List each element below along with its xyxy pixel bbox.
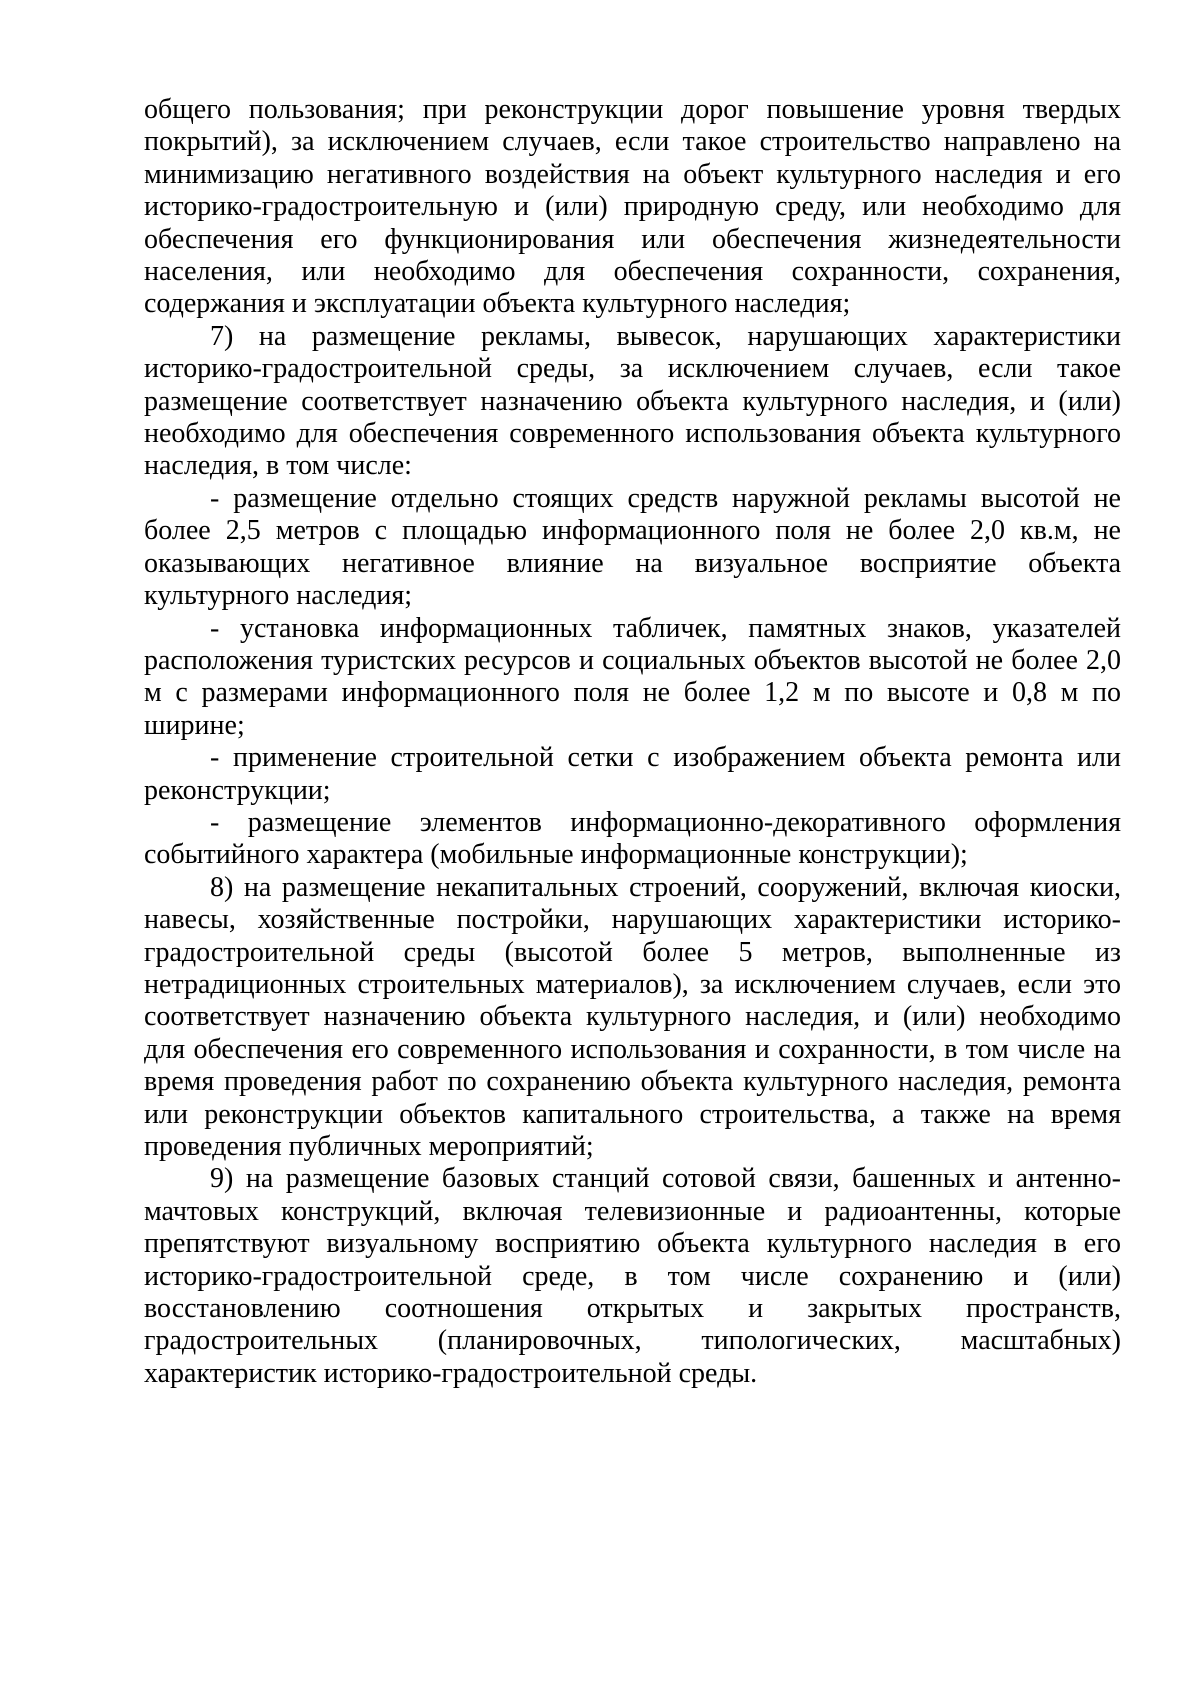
paragraph-item-9: 9) на размещение базовых станций сотовой связи, башенных и антенно-мачтовых конструкций, включая телевизионные и радиоантенны, которые препятствуют визуальному восприятию объекта культурного наследия в его историко-градостроительной среде, в том числе сохранению и (или) восстановлению соотношения открытых и закрытых пространств, градостроительных (планировочных, типологических, масштабных) характеристик историко-градостроительной среды. — [144, 1163, 1121, 1389]
document-body — [144, 94, 1121, 1390]
paragraph-subitem-construction-net: - применение строительной сетки с изображением объекта ремонта или реконструкции; — [144, 742, 1121, 806]
paragraph-continuation: общего пользования; при реконструкции дорог повышение уровня твердых покрытий), за исключением случаев, если такое строительство направлено на минимизацию негативного воздействия на объект культурного наследия и его историко-градостроительную и (или) природную среду, или необходимо для обеспечения его функционирования или обеспечения жизнедеятельности населения, или необходимо для обеспечения сохранности, сохранения, содержания и эксплуатации объекта культурного наследия; — [144, 94, 1121, 320]
paragraph-subitem-signs: - установка информационных табличек, памятных знаков, указателей расположения туристских ресурсов и социальных объектов высотой не более 2,0 м с размерами информационного поля не более 1,2 м по высоте и 0,8 м по ширине; — [144, 612, 1121, 741]
paragraph-subitem-advertising: - размещение отдельно стоящих средств наружной рекламы высотой не более 2,5 метров с площадью информационного поля не более 2,0 кв.м, не оказывающих негативное влияние на визуальное восприятие объекта культурного наследия; — [144, 482, 1121, 612]
paragraph-item-7: 7) на размещение рекламы, вывесок, нарушающих характеристики историко-градостроительной среды, за исключением случаев, если такое размещение соответствует назначению объекта культурного наследия, и (или) необходимо для обеспечения современного использования объекта культурного наследия, в том числе: — [144, 320, 1121, 482]
paragraph-subitem-decorative: - размещение элементов информационно-декоративного оформления событийного характера (мобильные информационные конструкции); — [144, 806, 1121, 871]
paragraph-item-8: 8) на размещение некапитальных строений, сооружений, включая киоски, навесы, хозяйственные постройки, нарушающих характеристики историко-градостроительной среды (высотой более 5 метров, выполненные из нетрадиционных строительных материалов), за исключением случаев, если это соответствует назначению объекта культурного наследия, и (или) необходимо для обеспечения его современного использования и сохранности, в том числе на время проведения работ по сохранению объекта культурного наследия, ремонта или реконструкции объектов капитального строительства, а также на время проведения публичных мероприятий; — [144, 871, 1121, 1162]
